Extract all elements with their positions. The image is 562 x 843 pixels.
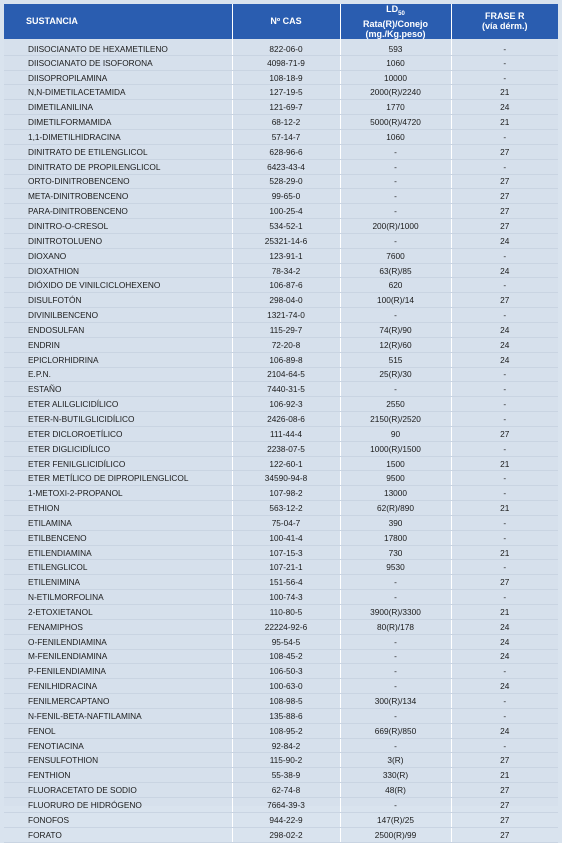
table-row xyxy=(4,412,558,427)
cell-ld50: - xyxy=(340,708,451,723)
cell-ld50: 1000(R)/1500 xyxy=(340,441,451,456)
cell-cas: 68-12-2 xyxy=(232,115,340,130)
table-row xyxy=(4,590,558,605)
cell-substance: FONOFOS xyxy=(4,812,232,827)
table-row xyxy=(4,486,558,501)
cell-cas: 4098-71-9 xyxy=(232,55,340,70)
cell-cas: 78-34-2 xyxy=(232,263,340,278)
cell-cas: 7664-39-3 xyxy=(232,797,340,812)
table-row xyxy=(4,70,558,85)
cell-frase-r: 27 xyxy=(451,575,558,590)
cell-ld50: 515 xyxy=(340,352,451,367)
cell-cas: 534-52-1 xyxy=(232,219,340,234)
cell-frase-r: 21 xyxy=(451,605,558,620)
cell-substance: N-FENIL-BETA-NAFTILAMINA xyxy=(4,708,232,723)
cell-substance: FENSULFOTHION xyxy=(4,753,232,768)
cell-ld50: 5000(R)/4720 xyxy=(340,115,451,130)
cell-ld50: - xyxy=(340,634,451,649)
cell-frase-r: - xyxy=(451,70,558,85)
table-row xyxy=(4,456,558,471)
cell-frase-r: - xyxy=(451,708,558,723)
cell-cas: 106-87-6 xyxy=(232,278,340,293)
cell-frase-r: - xyxy=(451,278,558,293)
cell-ld50: - xyxy=(340,575,451,590)
header-frase-r xyxy=(451,4,558,39)
cell-ld50: - xyxy=(340,738,451,753)
cell-ld50: 74(R)/90 xyxy=(340,322,451,337)
table-row xyxy=(4,515,558,530)
table-row xyxy=(4,263,558,278)
cell-cas: 121-69-7 xyxy=(232,100,340,115)
cell-substance: DIOXATHION xyxy=(4,263,232,278)
cell-substance: DIISOCIANATO DE ISOFORONA xyxy=(4,55,232,70)
cell-frase-r: 24 xyxy=(451,337,558,352)
cell-cas: 106-89-8 xyxy=(232,352,340,367)
cell-substance: FLUORURO DE HIDRÓGENO xyxy=(4,797,232,812)
cell-cas: 6423-43-4 xyxy=(232,159,340,174)
cell-frase-r: 27 xyxy=(451,783,558,798)
cell-substance: ETILENGLICOL xyxy=(4,560,232,575)
table-row xyxy=(4,293,558,308)
cell-ld50: 7600 xyxy=(340,248,451,263)
table-row xyxy=(4,308,558,323)
table-row xyxy=(4,426,558,441)
table-row xyxy=(4,85,558,100)
cell-ld50: 9530 xyxy=(340,560,451,575)
table-row xyxy=(4,159,558,174)
cell-cas: 57-14-7 xyxy=(232,130,340,145)
table-row xyxy=(4,694,558,709)
cell-frase-r: 27 xyxy=(451,753,558,768)
table-row xyxy=(4,115,558,130)
cell-ld50: - xyxy=(340,649,451,664)
cell-frase-r: - xyxy=(451,515,558,530)
cell-cas: 106-50-3 xyxy=(232,664,340,679)
header-ld-sub: 50 xyxy=(398,10,405,17)
cell-ld50: - xyxy=(340,590,451,605)
cell-frase-r: 27 xyxy=(451,189,558,204)
header-ld-main: LD xyxy=(386,4,399,14)
cell-substance: ETER DIGLICIDÍLICO xyxy=(4,441,232,456)
cell-frase-r: 27 xyxy=(451,797,558,812)
cell-ld50: 62(R)/890 xyxy=(340,501,451,516)
cell-ld50: 2500(R)/99 xyxy=(340,827,451,842)
cell-frase-r: - xyxy=(451,159,558,174)
cell-ld50: 2000(R)/2240 xyxy=(340,85,451,100)
cell-cas: 107-21-1 xyxy=(232,560,340,575)
cell-cas: 100-74-3 xyxy=(232,590,340,605)
cell-cas: 107-98-2 xyxy=(232,486,340,501)
cell-ld50: - xyxy=(340,144,451,159)
cell-substance: ETER METÍLICO DE DIPROPILENGLICOL xyxy=(4,471,232,486)
table-header xyxy=(4,4,558,39)
cell-frase-r: - xyxy=(451,39,558,56)
table-row xyxy=(4,100,558,115)
cell-substance: DIOXANO xyxy=(4,248,232,263)
cell-ld50: 200(R)/1000 xyxy=(340,219,451,234)
cell-frase-r: 24 xyxy=(451,619,558,634)
cell-cas: 628-96-6 xyxy=(232,144,340,159)
header-frase-line2: (vía dérm.) xyxy=(481,21,528,32)
cell-cas: 298-02-2 xyxy=(232,827,340,842)
cell-cas: 55-38-9 xyxy=(232,768,340,783)
cell-frase-r: 27 xyxy=(451,219,558,234)
cell-frase-r: 27 xyxy=(451,293,558,308)
table-row xyxy=(4,233,558,248)
cell-substance: FENTHION xyxy=(4,768,232,783)
cell-ld50: 63(R)/85 xyxy=(340,263,451,278)
cell-ld50: 620 xyxy=(340,278,451,293)
cell-substance: 1,1-DIMETILHIDRACINA xyxy=(4,130,232,145)
header-cas: Nº CAS xyxy=(232,4,340,39)
cell-frase-r: 24 xyxy=(451,649,558,664)
cell-ld50: 9500 xyxy=(340,471,451,486)
cell-frase-r: - xyxy=(451,397,558,412)
cell-substance: DINITRATO DE PROPILENGLICOL xyxy=(4,159,232,174)
cell-ld50: - xyxy=(340,797,451,812)
header-ld-line3: (mg./Kg.peso) xyxy=(365,28,426,39)
cell-cas: 135-88-6 xyxy=(232,708,340,723)
cell-frase-r: - xyxy=(451,694,558,709)
cell-frase-r: - xyxy=(451,486,558,501)
table-row xyxy=(4,530,558,545)
cell-substance: ETHION xyxy=(4,501,232,516)
cell-substance: FLUORACETATO DE SODIO xyxy=(4,783,232,798)
table-row xyxy=(4,560,558,575)
cell-cas: 100-41-4 xyxy=(232,530,340,545)
cell-substance: DIISOPROPILAMINA xyxy=(4,70,232,85)
cell-ld50: 12(R)/60 xyxy=(340,337,451,352)
table-row xyxy=(4,605,558,620)
cell-frase-r: - xyxy=(451,130,558,145)
cell-frase-r: 24 xyxy=(451,634,558,649)
table-row xyxy=(4,797,558,812)
table-row xyxy=(4,679,558,694)
cell-cas: 2426-08-6 xyxy=(232,412,340,427)
cell-substance: 2-ETOXIETANOL xyxy=(4,605,232,620)
cell-cas: 62-74-8 xyxy=(232,783,340,798)
table-row xyxy=(4,738,558,753)
cell-cas: 95-54-5 xyxy=(232,634,340,649)
cell-ld50: 390 xyxy=(340,515,451,530)
table-row xyxy=(4,278,558,293)
cell-cas: 108-18-9 xyxy=(232,70,340,85)
cell-cas: 99-65-0 xyxy=(232,189,340,204)
cell-cas: 298-04-0 xyxy=(232,293,340,308)
table-row xyxy=(4,219,558,234)
cell-frase-r: - xyxy=(451,382,558,397)
cell-substance: ETILENDIAMINA xyxy=(4,545,232,560)
cell-ld50: - xyxy=(340,233,451,248)
cell-cas: 944-22-9 xyxy=(232,812,340,827)
cell-cas: 115-90-2 xyxy=(232,753,340,768)
cell-ld50: - xyxy=(340,382,451,397)
cell-cas: 1321-74-0 xyxy=(232,308,340,323)
cell-ld50: - xyxy=(340,189,451,204)
cell-cas: 75-04-7 xyxy=(232,515,340,530)
table-row xyxy=(4,322,558,337)
cell-cas: 108-95-2 xyxy=(232,723,340,738)
table-row xyxy=(4,189,558,204)
cell-frase-r: 21 xyxy=(451,85,558,100)
cell-substance: DIÓXIDO DE VINILCICLOHEXENO xyxy=(4,278,232,293)
cell-substance: ETILAMINA xyxy=(4,515,232,530)
table-body xyxy=(4,39,558,842)
cell-substance: DIISOCIANATO DE HEXAMETILENO xyxy=(4,39,232,56)
cell-substance: DISULFOTÓN xyxy=(4,293,232,308)
cell-ld50: 3(R) xyxy=(340,753,451,768)
cell-substance: DIMETILFORMAMIDA xyxy=(4,115,232,130)
cell-frase-r: 24 xyxy=(451,263,558,278)
cell-substance: DIMETILANILINA xyxy=(4,100,232,115)
cell-cas: 563-12-2 xyxy=(232,501,340,516)
cell-frase-r: 21 xyxy=(451,115,558,130)
cell-frase-r: 27 xyxy=(451,827,558,842)
table-row xyxy=(4,723,558,738)
cell-substance: DINITRATO DE ETILENGLICOL xyxy=(4,144,232,159)
cell-substance: FENOTIACINA xyxy=(4,738,232,753)
cell-ld50: 669(R)/850 xyxy=(340,723,451,738)
cell-cas: 111-44-4 xyxy=(232,426,340,441)
document-page xyxy=(4,4,558,840)
cell-substance: N,N-DIMETILACETAMIDA xyxy=(4,85,232,100)
table-row xyxy=(4,130,558,145)
table-row xyxy=(4,204,558,219)
cell-cas: 25321-14-6 xyxy=(232,233,340,248)
cell-cas: 7440-31-5 xyxy=(232,382,340,397)
cell-ld50: 10000 xyxy=(340,70,451,85)
cell-frase-r: - xyxy=(451,590,558,605)
cell-frase-r: 27 xyxy=(451,174,558,189)
header-substance: SUSTANCIA xyxy=(4,4,232,39)
cell-ld50: 1060 xyxy=(340,130,451,145)
cell-substance: 1-METOXI-2-PROPANOL xyxy=(4,486,232,501)
table-row xyxy=(4,501,558,516)
cell-substance: META-DINITROBENCENO xyxy=(4,189,232,204)
cell-substance: ESTAÑO xyxy=(4,382,232,397)
cell-frase-r: - xyxy=(451,308,558,323)
cell-ld50: - xyxy=(340,174,451,189)
cell-frase-r: 21 xyxy=(451,545,558,560)
cell-cas: 106-92-3 xyxy=(232,397,340,412)
cell-cas: 100-63-0 xyxy=(232,679,340,694)
table-row xyxy=(4,471,558,486)
cell-ld50: 100(R)/14 xyxy=(340,293,451,308)
cell-ld50: - xyxy=(340,204,451,219)
table-row xyxy=(4,352,558,367)
cell-frase-r: - xyxy=(451,738,558,753)
cell-substance: N-ETILMORFOLINA xyxy=(4,590,232,605)
table-row xyxy=(4,619,558,634)
cell-cas: 34590-94-8 xyxy=(232,471,340,486)
table-row xyxy=(4,397,558,412)
cell-substance: M-FENILENDIAMINA xyxy=(4,649,232,664)
cell-substance: FENOL xyxy=(4,723,232,738)
cell-ld50: 17800 xyxy=(340,530,451,545)
cell-cas: 100-25-4 xyxy=(232,204,340,219)
cell-frase-r: - xyxy=(451,412,558,427)
cell-substance: P-FENILENDIAMINA xyxy=(4,664,232,679)
cell-cas: 108-98-5 xyxy=(232,694,340,709)
cell-cas: 92-84-2 xyxy=(232,738,340,753)
header-ld50 xyxy=(340,4,451,39)
cell-frase-r: 24 xyxy=(451,233,558,248)
cell-ld50: 1060 xyxy=(340,55,451,70)
cell-ld50: - xyxy=(340,664,451,679)
cell-frase-r: 21 xyxy=(451,501,558,516)
cell-cas: 528-29-0 xyxy=(232,174,340,189)
table-row xyxy=(4,55,558,70)
cell-cas: 22224-92-6 xyxy=(232,619,340,634)
cell-substance: O-FENILENDIAMINA xyxy=(4,634,232,649)
cell-substance: ETILBENCENO xyxy=(4,530,232,545)
cell-ld50: 330(R) xyxy=(340,768,451,783)
cell-ld50: 90 xyxy=(340,426,451,441)
cell-cas: 151-56-4 xyxy=(232,575,340,590)
toxicity-table xyxy=(4,4,558,843)
table-row xyxy=(4,144,558,159)
table-row xyxy=(4,337,558,352)
cell-ld50: - xyxy=(340,308,451,323)
cell-ld50: 1770 xyxy=(340,100,451,115)
cell-ld50: 80(R)/178 xyxy=(340,619,451,634)
cell-substance: DINITRO-O-CRESOL xyxy=(4,219,232,234)
cell-substance: PARA-DINITROBENCENO xyxy=(4,204,232,219)
table-row xyxy=(4,248,558,263)
table-row xyxy=(4,545,558,560)
cell-cas: 115-29-7 xyxy=(232,322,340,337)
cell-ld50: 730 xyxy=(340,545,451,560)
cell-substance: ENDRIN xyxy=(4,337,232,352)
cell-ld50: 300(R)/134 xyxy=(340,694,451,709)
cell-substance: ETILENIMINA xyxy=(4,575,232,590)
cell-cas: 122-60-1 xyxy=(232,456,340,471)
cell-frase-r: - xyxy=(451,530,558,545)
table-row xyxy=(4,664,558,679)
cell-ld50: 147(R)/25 xyxy=(340,812,451,827)
cell-cas: 822-06-0 xyxy=(232,39,340,56)
cell-ld50: 3900(R)/3300 xyxy=(340,605,451,620)
table-row xyxy=(4,708,558,723)
cell-ld50: 2150(R)/2520 xyxy=(340,412,451,427)
cell-cas: 127-19-5 xyxy=(232,85,340,100)
cell-cas: 2104-64-5 xyxy=(232,367,340,382)
cell-frase-r: - xyxy=(451,664,558,679)
cell-substance: ENDOSULFAN xyxy=(4,322,232,337)
cell-frase-r: 27 xyxy=(451,144,558,159)
cell-frase-r: 24 xyxy=(451,679,558,694)
table-row xyxy=(4,783,558,798)
cell-substance: ETER ALILGLICIDÍLICO xyxy=(4,397,232,412)
cell-cas: 2238-07-5 xyxy=(232,441,340,456)
table-row xyxy=(4,441,558,456)
cell-frase-r: 24 xyxy=(451,322,558,337)
cell-frase-r: - xyxy=(451,55,558,70)
cell-cas: 108-45-2 xyxy=(232,649,340,664)
cell-frase-r: 24 xyxy=(451,100,558,115)
cell-cas: 72-20-8 xyxy=(232,337,340,352)
cell-frase-r: - xyxy=(451,471,558,486)
table-row xyxy=(4,174,558,189)
cell-ld50: 593 xyxy=(340,39,451,56)
cell-ld50: - xyxy=(340,159,451,174)
cell-substance: FENAMIPHOS xyxy=(4,619,232,634)
cell-substance: FORATO xyxy=(4,827,232,842)
cell-substance: ORTO-DINITROBENCENO xyxy=(4,174,232,189)
cell-frase-r: - xyxy=(451,248,558,263)
cell-ld50: 2550 xyxy=(340,397,451,412)
table-row xyxy=(4,768,558,783)
cell-substance: ETER-N-BUTILGLICIDÍLICO xyxy=(4,412,232,427)
cell-substance: E.P.N. xyxy=(4,367,232,382)
cell-ld50: - xyxy=(340,679,451,694)
cell-cas: 107-15-3 xyxy=(232,545,340,560)
table-row xyxy=(4,753,558,768)
table-row xyxy=(4,367,558,382)
header-frase-line1: FRASE R xyxy=(484,11,525,22)
table-row xyxy=(4,634,558,649)
cell-frase-r: 24 xyxy=(451,723,558,738)
cell-cas: 110-80-5 xyxy=(232,605,340,620)
table-row xyxy=(4,827,558,842)
cell-substance: ETER DICLOROETÍLICO xyxy=(4,426,232,441)
cell-substance: EPICLORHIDRINA xyxy=(4,352,232,367)
header-ld-line2: Rata(R)/Conejo xyxy=(363,18,428,29)
cell-substance: ETER FENILGLICIDÍLICO xyxy=(4,456,232,471)
table-row xyxy=(4,649,558,664)
cell-substance: FENILHIDRACINA xyxy=(4,679,232,694)
cell-substance: FENILMERCAPTANO xyxy=(4,694,232,709)
cell-ld50: 13000 xyxy=(340,486,451,501)
cell-frase-r: 21 xyxy=(451,768,558,783)
cell-ld50: 48(R) xyxy=(340,783,451,798)
cell-ld50: 25(R)/30 xyxy=(340,367,451,382)
cell-frase-r: 21 xyxy=(451,456,558,471)
table-row xyxy=(4,575,558,590)
cell-frase-r: - xyxy=(451,367,558,382)
cell-frase-r: 27 xyxy=(451,204,558,219)
cell-substance: DINITROTOLUENO xyxy=(4,233,232,248)
cell-frase-r: - xyxy=(451,441,558,456)
cell-substance: DIVINILBENCENO xyxy=(4,308,232,323)
cell-frase-r: 27 xyxy=(451,426,558,441)
cell-frase-r: 27 xyxy=(451,812,558,827)
table-row xyxy=(4,382,558,397)
cell-ld50: 1500 xyxy=(340,456,451,471)
table-row xyxy=(4,812,558,827)
cell-frase-r: 24 xyxy=(451,352,558,367)
cell-cas: 123-91-1 xyxy=(232,248,340,263)
cell-frase-r: - xyxy=(451,560,558,575)
table-row xyxy=(4,39,558,56)
